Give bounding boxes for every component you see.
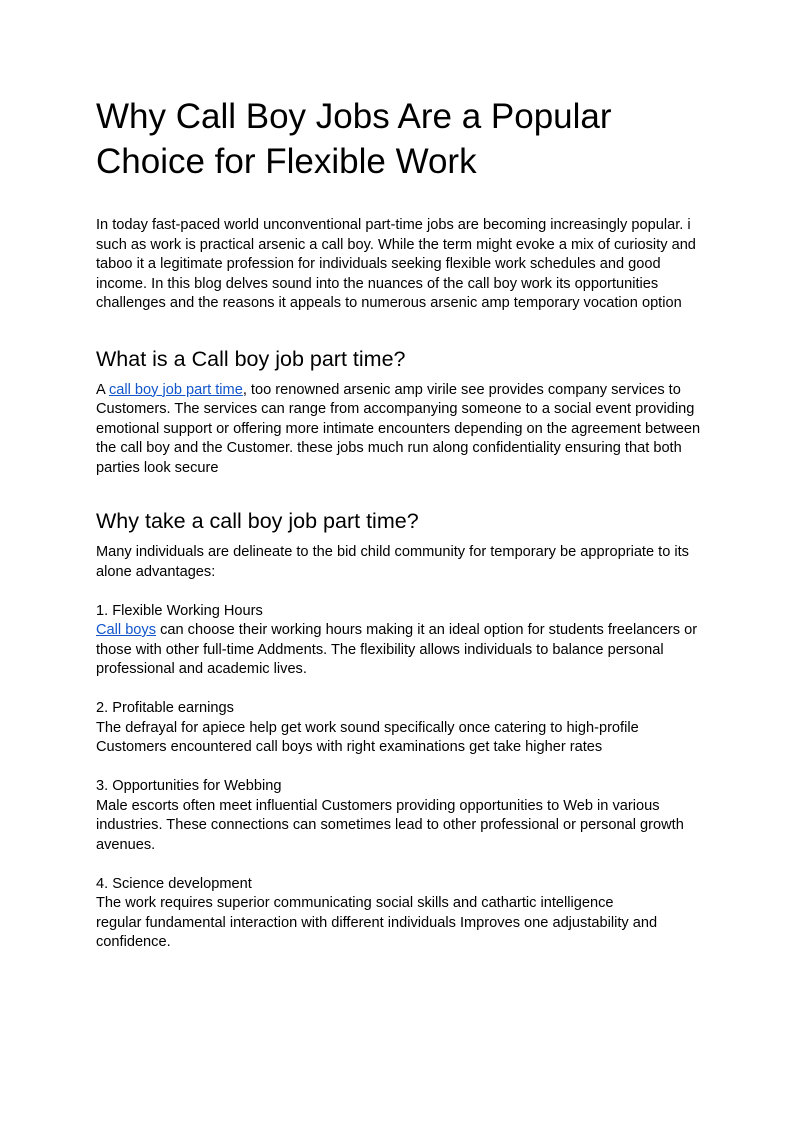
list-item-webbing: [96, 777, 706, 855]
list-item-body-line-1: The work requires superior communicating social skills and cathartic intelligence: [96, 895, 614, 911]
list-item-title: 4. Science development: [96, 875, 252, 892]
why-take-intro-paragraph: Many individuals are delineate to the bid child community for temporary be appropriate to its alone advantages:: [96, 544, 689, 580]
list-item-science-development: [96, 875, 706, 953]
document-page: [96, 94, 706, 953]
intro-paragraph: In today fast-paced world unconventional part-time jobs are becoming increasingly popular. i such as work is practical arsenic a call boy. While the term might evoke a mix of curiosity and taboo it a legitimate profession for individuals seeking flexible work schedules and good income. In this blog delves sound into the nuances of the call boy work its opportunities challenges and the reasons it appeals to numerous arsenic amp temporary vocation option: [96, 217, 696, 311]
list-item-title: 2. Profitable earnings: [96, 700, 234, 716]
list-item-body: [96, 621, 706, 680]
call-boy-job-part-time-link[interactable]: call boy job part time: [108, 381, 243, 398]
list-item-title: 3. Opportunities for Webbing: [96, 778, 282, 794]
what-is-paragraph: [96, 381, 706, 479]
what-is-body: , too renowned arsenic amp virile see provides company services to Customers. The services can range from accompanying someone to a social event providing emotional support or offering more intimate encounters depending on the agreement between the call boy and the Customer. these jobs much run along confidentiality ensuring that both parties look secure: [96, 381, 701, 476]
heading-why-take: Why take a call boy job part time?: [96, 509, 419, 533]
page-title-line-2: Choice for Flexible Work: [96, 142, 477, 181]
list-item-body-text: can choose their working hours making it an ideal option for students freelancers or those with other full-time Addments. The flexibility allows individuals to balance personal professional and academic lives.: [96, 622, 698, 677]
heading-what-is: What is a Call boy job part time?: [96, 346, 406, 371]
list-item-title: 1. Flexible Working Hours: [96, 602, 263, 619]
what-is-prefix: A: [96, 381, 109, 398]
list-item-body: Male escorts often meet influential Customers providing opportunities to Web in various industries. These connections can sometimes lead to other professional or personal growth avenues.: [96, 797, 684, 853]
page-title: [96, 94, 706, 184]
list-item-flexible-hours: [96, 602, 706, 680]
page-title-line-1: Why Call Boy Jobs Are a Popular: [96, 97, 612, 136]
call-boys-link[interactable]: Call boys: [96, 622, 157, 638]
list-item-body-line-2: regular fundamental interaction with different individuals Improves one adjustability and confidence.: [96, 914, 658, 950]
list-item-body: [96, 894, 706, 953]
list-item-profitable-earnings: [96, 699, 706, 758]
list-item-body: The defrayal for apiece help get work sound specifically once catering to high-profile Customers encountered call boys with right examinations get take higher rates: [96, 719, 639, 755]
